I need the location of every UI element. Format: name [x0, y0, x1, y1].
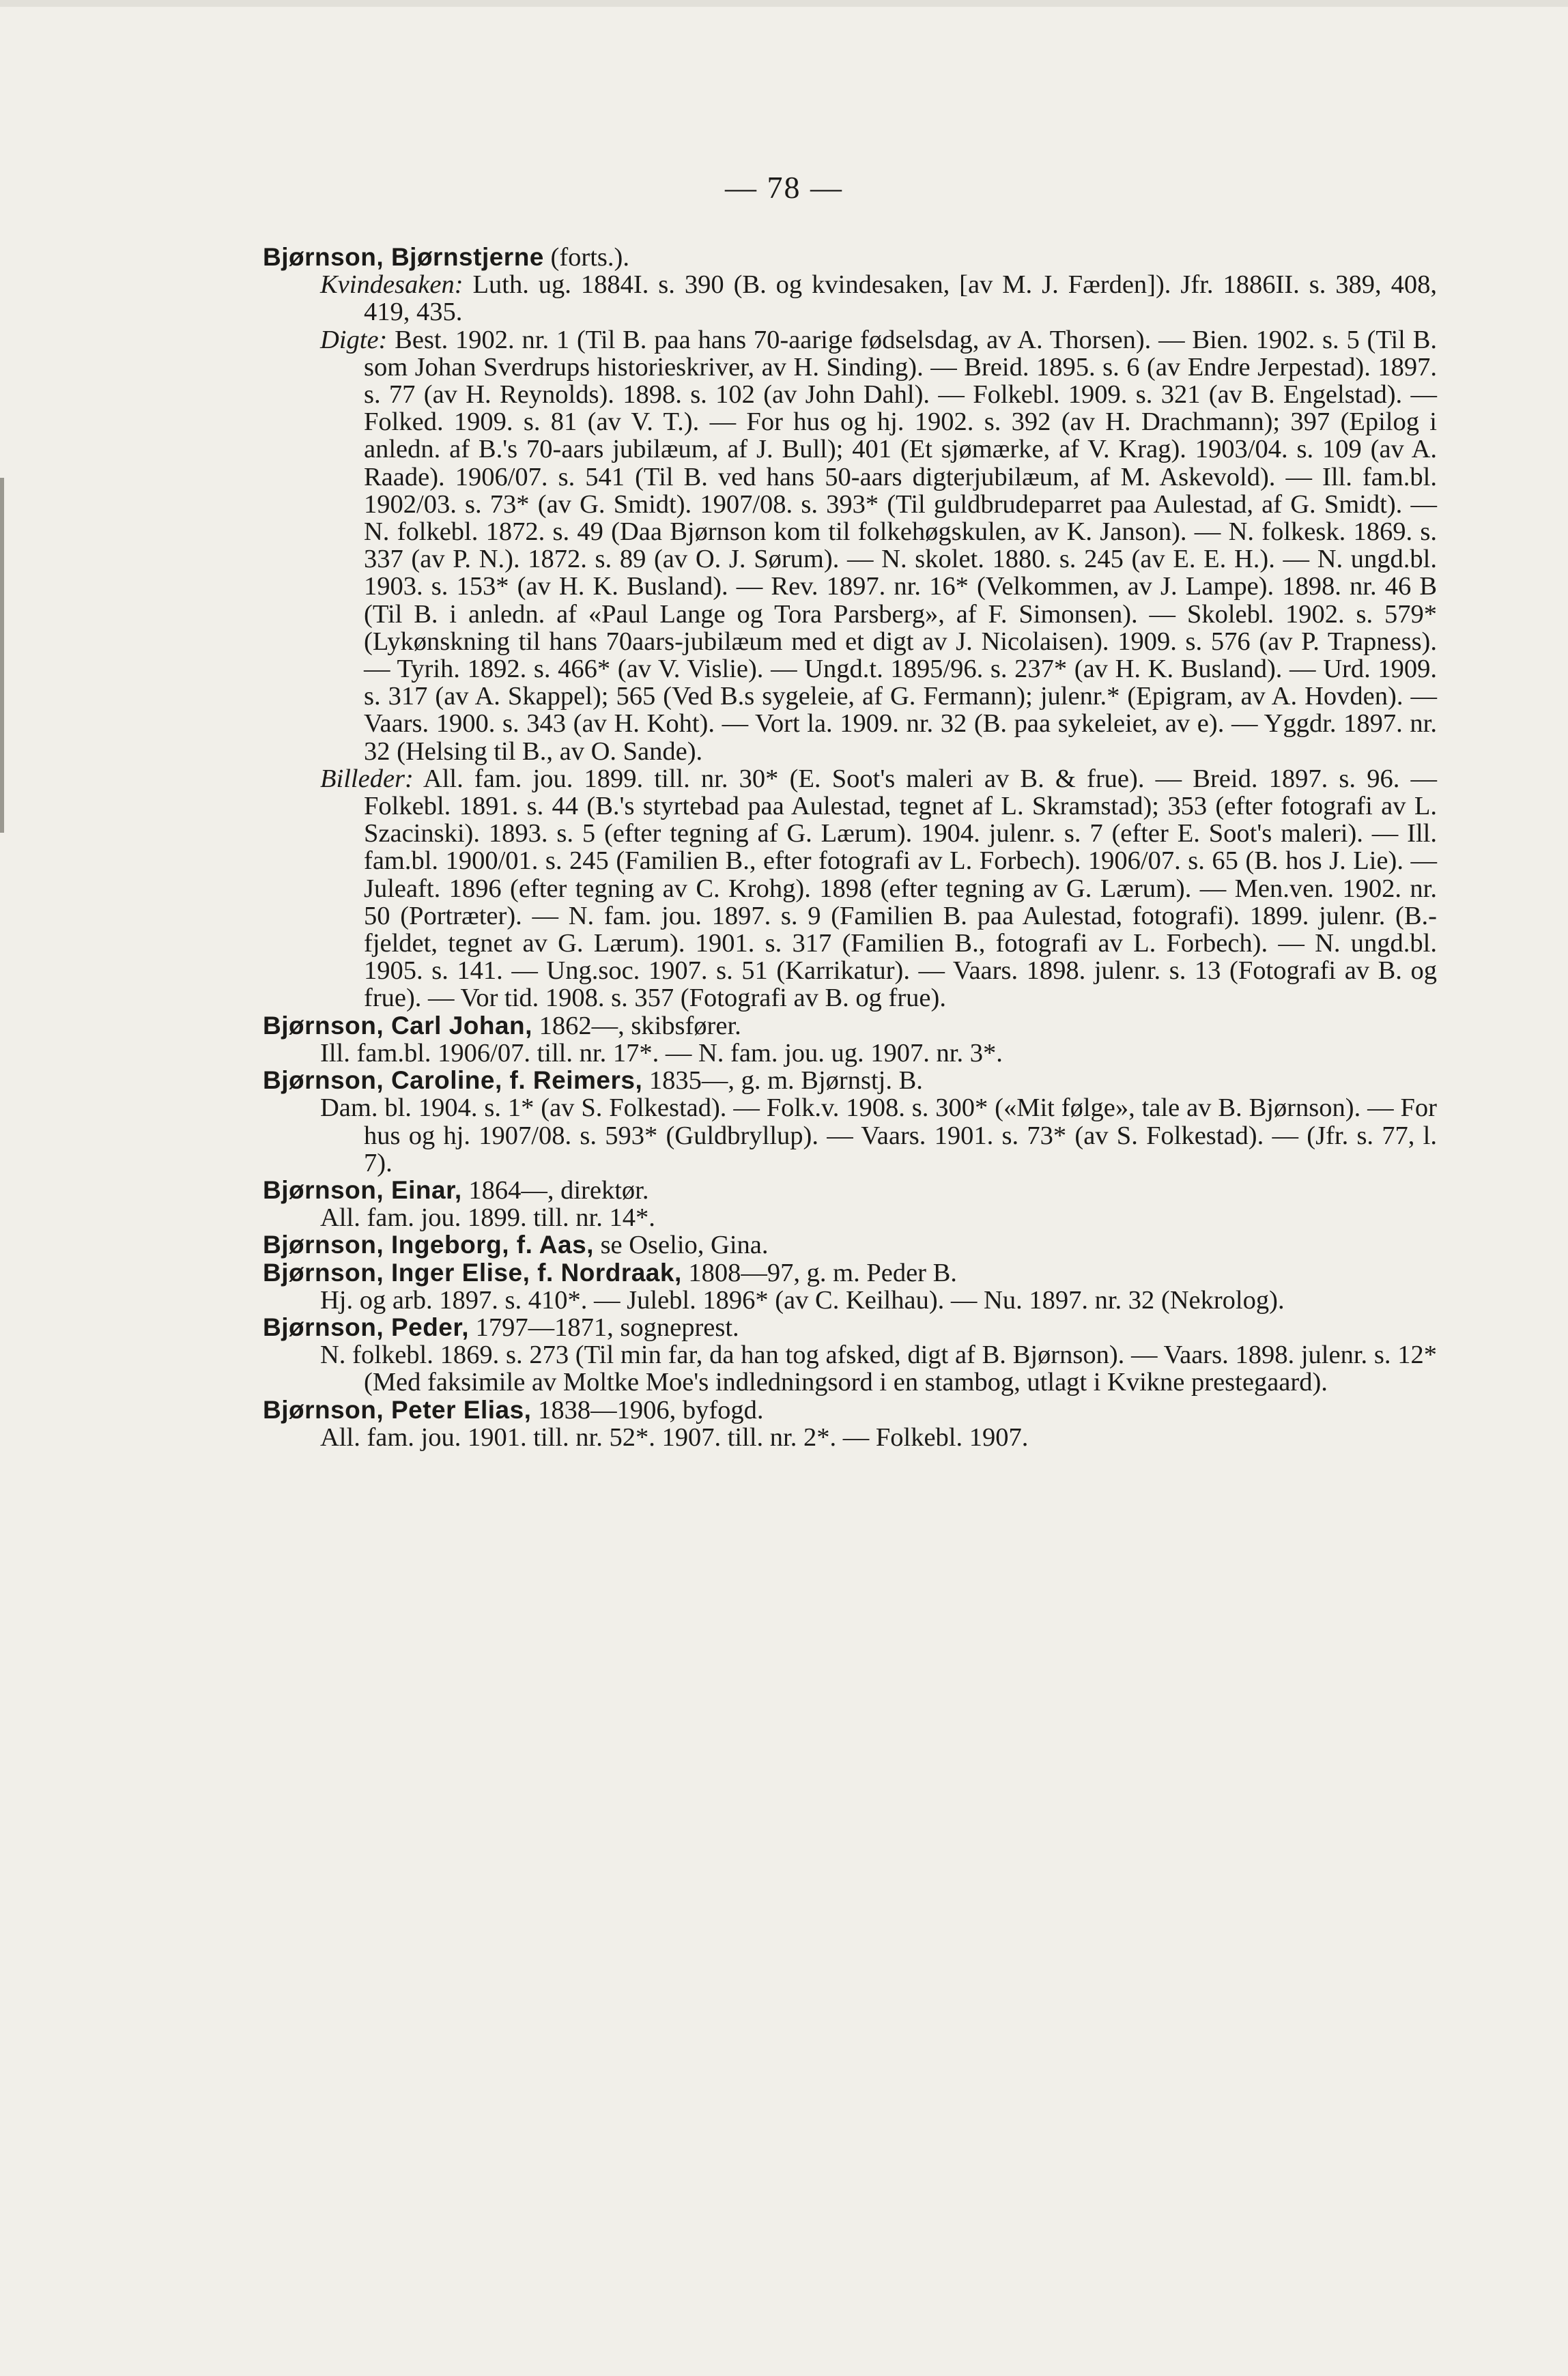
person-details: (forts.).	[543, 243, 629, 272]
section-label: Digte:	[320, 325, 388, 354]
bibliography-column	[263, 244, 1437, 1451]
section-references: All. fam. jou. 1899. till. nr. 30* (E. Soot's maleri av B. & frue). — Breid. 1897. s. 96. — Folkebl. 1891. s. 44 (B.'s styrtebad paa Aulestad, tegnet af L. Skramstad); 353 (efter fotografi av L. Szacinski). 1893. s. 5 (efter tegning af G. Lærum). 1904. julenr. s. 7 (efter E. Soot's maleri). — Ill. fam.bl. 1900/01. s. 245 (Familien B., efter fotografi av L. Forbech). 1906/07. s. 65 (B. hos J. Lie). — Juleaft. 1896 (efter tegning av C. Krohg). 1898 (efter tegning av G. Lærum). — Men.ven. 1902. nr. 50 (Portræter). — N. fam. jou. 1897. s. 9 (Familien B. paa Aulestad, fotografi). 1899. julenr. (B.-fjeldet, tegnet av G. Lærum). 1901. s. 317 (Familien B., fotografi av L. Forbech). — N. ungd.bl. 1905. s. 141. — Ung.soc. 1907. s. 51 (Karrikatur). — Vaars. 1898. julenr. s. 13 (Fotografi av B. og frue). — Vor tid. 1908. s. 357 (Fotografi av B. og frue).	[364, 764, 1437, 1013]
reference-list: All. fam. jou. 1901. till. nr. 52*. 1907. till. nr. 2*. — Folkebl. 1907.	[320, 1422, 1029, 1452]
entry-heading	[263, 1397, 1437, 1424]
entry-heading	[263, 1012, 1437, 1040]
person-details: 1862—, skibsfører.	[532, 1011, 741, 1040]
person-details: 1808—97, g. m. Peder B.	[681, 1258, 957, 1287]
reference-list: Hj. og arb. 1897. s. 410*. — Julebl. 1896* (av C. Keilhau). — Nu. 1897. nr. 32 (Nekrolog).	[320, 1285, 1285, 1315]
reference-list: Dam. bl. 1904. s. 1* (av S. Folkestad). — Folk.v. 1908. s. 300* («Mit følge», tale av B. Bjørnson). — For hus og hj. 1907/08. s. 593* (Guldbryllup). — Vaars. 1901. s. 73* (av S. Folkestad). — (Jfr. s. 77, l. 7).	[320, 1093, 1437, 1177]
person-name: Bjørnson, Inger Elise, f. Nordraak,	[263, 1258, 682, 1287]
subject-section	[263, 765, 1437, 1012]
reference-list: All. fam. jou. 1899. till. nr. 14*.	[320, 1203, 655, 1233]
person-name: Bjørnson, Caroline, f. Reimers,	[263, 1066, 643, 1095]
subject-section	[263, 326, 1437, 765]
entry-heading	[263, 1231, 1437, 1259]
entry-heading	[263, 1067, 1437, 1094]
person-name: Bjørnson, Ingeborg, f. Aas,	[263, 1231, 594, 1259]
section-label: Kvindesaken:	[320, 270, 464, 300]
person-details: 1797—1871, sogneprest.	[469, 1313, 739, 1342]
entry-heading	[263, 244, 1437, 271]
person-name: Bjørnson, Carl Johan,	[263, 1011, 532, 1040]
entry-heading	[263, 1259, 1437, 1287]
page-left-edge	[0, 478, 4, 833]
person-details: 1838—1906, byfogd.	[531, 1395, 764, 1425]
person-name: Bjørnson, Bjørnstjerne	[263, 243, 544, 271]
person-details: 1864—, direktør.	[461, 1175, 649, 1205]
section-label: Billeder:	[320, 764, 414, 793]
page-number: — 78 —	[725, 170, 843, 205]
subject-section	[263, 271, 1437, 326]
reference-list: N. folkebl. 1869. s. 273 (Til min far, da han tog afsked, digt af B. Bjørnson). — Vaars. 1898. julenr. s. 12* (Med faksimile av Moltke Moe's indledningsord i en stambog, utlagt i Kvikne prestegaard).	[320, 1341, 1437, 1397]
person-details: se Oselio, Gina.	[593, 1231, 769, 1260]
person-name: Bjørnson, Peder,	[263, 1313, 470, 1341]
page-top-edge	[0, 0, 1568, 7]
entry-heading	[263, 1177, 1437, 1204]
section-references: Best. 1902. nr. 1 (Til B. paa hans 70-aarige fødselsdag, av A. Thorsen). — Bien. 1902. s. 5 (Til B. som Johan Sverdrups historieskriver, av H. Sinding). — Breid. 1895. s. 6 (av Endre Jerpestad). 1897. s. 77 (av H. Reynolds). 1898. s. 102 (av John Dahl). — Folkebl. 1909. s. 321 (av B. Engelstad). — Folked. 1909. s. 81 (av V. T.). — For hus og hj. 1902. s. 392 (av H. Drachmann); 397 (Epilog i anledn. af B.'s 70-aars jubilæum, af J. Bull); 401 (Et sjømærke, af V. Krag). 1903/04. s. 109 (av A. Raade). 1906/07. s. 541 (Til B. ved hans 50-aars digterjubilæum, af M. Askevold). — Ill. fam.bl. 1902/03. s. 73* (av G. Smidt). 1907/08. s. 393* (Til guldbrudeparret paa Aulestad, af G. Smidt). — N. folkebl. 1872. s. 49 (Daa Bjørnson kom til folkehøgskulen, av K. Janson). — N. folkesk. 1869. s. 337 (av P. N.). 1872. s. 89 (av O. J. Sørum). — N. skolet. 1880. s. 245 (av E. E. H.). — N. ungd.bl. 1903. s. 153* (av H. K. Busland). — Rev. 1897. nr. 16* (Velkommen, av J. Lampe). 1898. nr. 46 B (Til B. i anledn. af «Paul Lange og Tora Parsberg», af F. Simonsen). — Skolebl. 1902. s. 579* (Lykønskning til hans 70aars-jubilæum med et digt av J. Nicolaisen). 1909. s. 576 (av P. Trapness). — Tyrih. 1892. s. 466* (av V. Vislie). — Ungd.t. 1895/96. s. 237* (av H. K. Busland). — Urd. 1909. s. 317 (av A. Skappel); 565 (Ved B.s sygeleie, af G. Fermann); julenr.* (Epigram, av A. Hovden). — Vaars. 1900. s. 343 (av H. Koht). — Vort la. 1909. nr. 32 (B. paa sykeleiet, av e). — Yggdr. 1897. nr. 32 (Helsing til B., av O. Sande).	[364, 325, 1437, 766]
section-references: Luth. ug. 1884I. s. 390 (B. og kvindesaken, [av M. J. Færden]). Jfr. 1886II. s. 389, 408, 419, 435.	[364, 270, 1437, 327]
reference-list: Ill. fam.bl. 1906/07. till. nr. 17*. — N. fam. jou. ug. 1907. nr. 3*.	[320, 1038, 1003, 1068]
person-details: 1835—, g. m. Bjørnstj. B.	[642, 1066, 923, 1096]
person-name: Bjørnson, Peter Elias,	[263, 1395, 532, 1424]
person-name: Bjørnson, Einar,	[263, 1175, 462, 1204]
entry-heading	[263, 1314, 1437, 1341]
